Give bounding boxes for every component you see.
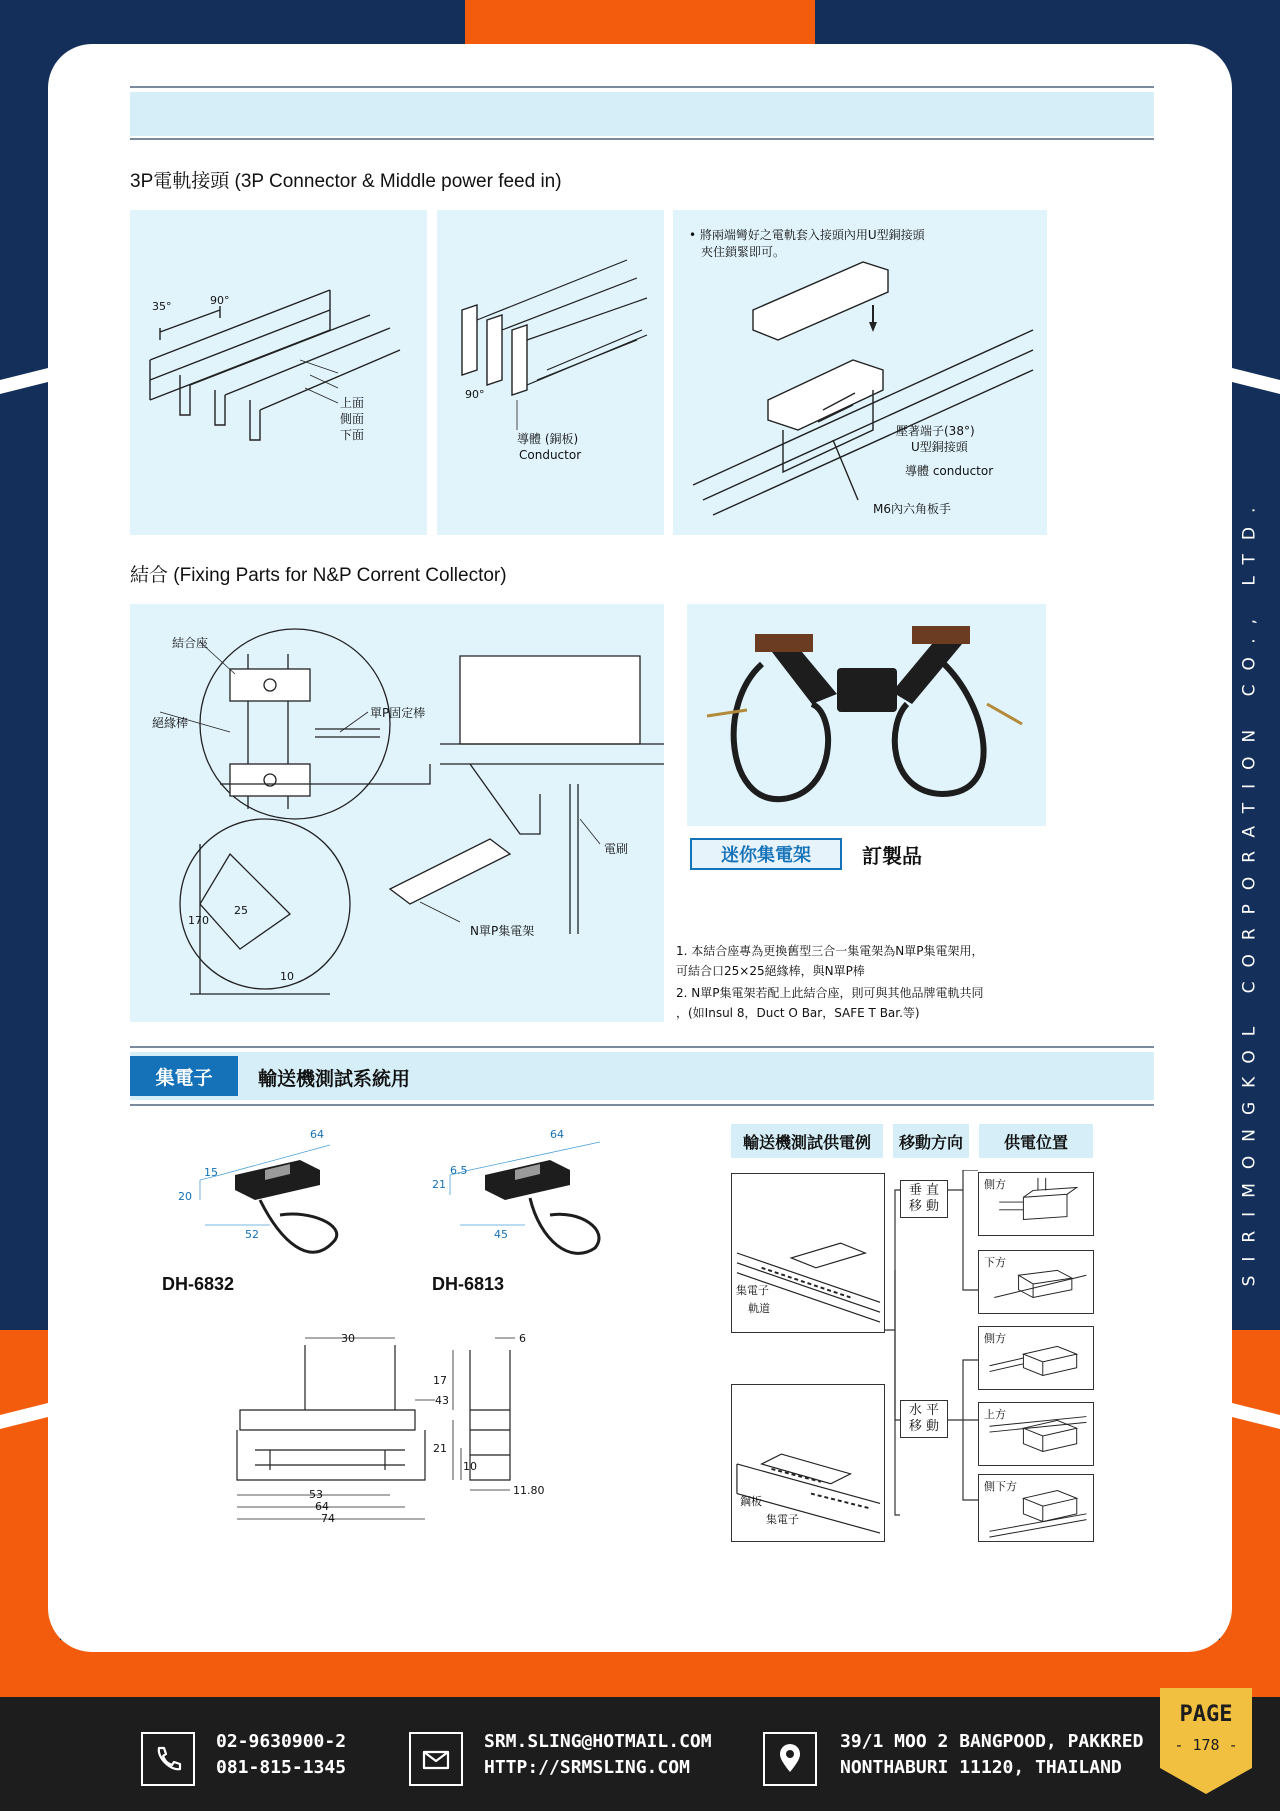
conductor-angle-label: 90° (465, 388, 485, 401)
conductor-callout-label: 導體 conductor (905, 464, 994, 478)
vertical-move-line1: 垂 直 (908, 1183, 940, 1198)
mail-icon (409, 1732, 463, 1786)
fixing-parts-figure (130, 604, 664, 1022)
phone-line-1: 02-9630900-2 (216, 1731, 347, 1752)
dim-53-label: 53 (309, 1488, 323, 1501)
position-below (978, 1250, 1094, 1314)
top-band (130, 92, 1154, 136)
dh6813-model-label: DH-6813 (432, 1274, 505, 1294)
horizontal-move-line1: 水 平 (908, 1403, 940, 1418)
page-badge (1160, 1688, 1252, 1794)
collector-section-title: 輸送機測試系統用 (258, 1068, 411, 1090)
horizontal-move-line2: 移 動 (908, 1419, 940, 1434)
insulator-label: 絕緣棒 (152, 716, 189, 730)
top-orange-accent (465, 0, 815, 48)
custom-made-label: 訂製品 (862, 844, 922, 868)
angle-90-label: 90° (210, 294, 230, 307)
dim-74-label: 74 (321, 1512, 335, 1525)
position-above (978, 1402, 1094, 1466)
collector-dimension-drawing (225, 1330, 565, 1530)
dh6813-dim-45: 45 (494, 1228, 508, 1241)
connector-assembly-figure (673, 210, 1047, 535)
collector-tag: 集電子 (130, 1056, 238, 1096)
dh6832-drawing (160, 1130, 340, 1280)
hex-wrench-label: M6內六角板手 (873, 502, 951, 516)
table-header-position: 供電位置 (979, 1124, 1093, 1158)
position-below-label: 下方 (984, 1256, 1006, 1269)
phone-line-2: 081-815-1345 (216, 1757, 347, 1778)
dh6832-model-label: DH-6832 (162, 1274, 235, 1294)
dh6813-figure (420, 1130, 610, 1280)
horizontal-example-figure (731, 1384, 885, 1542)
dim-17-label: 17 (433, 1374, 447, 1387)
example-collector-label: 集電子 (736, 1284, 769, 1297)
page-label: PAGE (1179, 1702, 1233, 1727)
dim-64-label: 64 (315, 1500, 329, 1513)
rail-profile-figure (130, 210, 427, 535)
top-rule-bottom (130, 138, 1154, 140)
collector-rule (130, 1046, 1154, 1048)
horizontal-move-box (900, 1400, 948, 1438)
conductor-en-label: Conductor (519, 448, 582, 462)
website-text[interactable]: HTTP://SRMSLING.COM (484, 1757, 690, 1778)
dh6813-dim-6-5: 6.5 (450, 1164, 468, 1177)
fixing-section-title: 結合 (Fixing Parts for N&P Corrent Collector) (130, 565, 507, 586)
vertical-move-line2: 移 動 (908, 1199, 940, 1214)
dim-21-label: 21 (433, 1442, 447, 1455)
fixing-note-1b: 可結合口25×25絕緣棒，與N單P棒 (676, 964, 865, 978)
phone-icon (141, 1732, 195, 1786)
table-header-example: 輸送機測試供電例 (731, 1124, 883, 1158)
angle-35-label: 35° (152, 300, 172, 313)
vertical-move-box (900, 1180, 948, 1218)
brush-label: 電刷 (604, 842, 629, 856)
top-rule (130, 86, 1154, 88)
seat-label: 結合座 (172, 636, 209, 650)
dh6813-drawing (420, 1130, 610, 1280)
page-number: - 178 - (1174, 1736, 1238, 1754)
fixing-note-1a: 1. 本結合座專為更換舊型三合一集電架為N單P集電架用， (676, 944, 984, 958)
bottom-face-label: 下面 (340, 428, 365, 442)
example-collector2-label: 集電子 (766, 1513, 799, 1526)
dim-170-label: 170 (188, 914, 209, 927)
side-face-label: 側面 (340, 412, 365, 426)
address-line-2: NONTHABURI 11120, THAILAND (840, 1757, 1122, 1778)
dim-30-label: 30 (341, 1332, 355, 1345)
dim-10-label-b: 10 (463, 1460, 477, 1473)
mini-collector-photo (687, 604, 1046, 826)
dim-43-label: 43 (435, 1394, 449, 1407)
position-side-below (978, 1474, 1094, 1542)
position-side-1 (978, 1172, 1094, 1236)
dim-6-label: 6 (519, 1332, 526, 1345)
rail-profile-drawing (130, 210, 427, 535)
mini-collector-drawing (687, 604, 1046, 826)
fixing-note-2a: 2. N單P集電架若配上此結合座，則可與其他品牌電軌共同 (676, 986, 984, 1000)
position-side-2 (978, 1326, 1094, 1390)
table-connector-lines (885, 1170, 980, 1542)
dh6832-dim-52: 52 (245, 1228, 259, 1241)
dh6813-dim-21: 21 (432, 1178, 446, 1191)
top-face-label: 上面 (340, 396, 365, 410)
dh6832-dim-64: 64 (310, 1128, 324, 1141)
table-header-direction: 移動方向 (893, 1124, 969, 1158)
u-joint-label: U型銅接頭 (911, 440, 968, 454)
vertical-example-figure (731, 1173, 885, 1333)
dh6832-dim-20: 20 (178, 1190, 192, 1203)
collector-dimension-lines (225, 1330, 565, 1530)
assembly-note-line1: • 將兩端彎好之電軌套入接頭內用U型銅接頭 (689, 228, 925, 242)
fixing-note-2b: ，(如Insul 8，Duct O Bar，SAFE T Bar.等) (676, 1006, 920, 1020)
address-line-1: 39/1 MOO 2 BANGPOOD, PAKKRED (840, 1731, 1144, 1752)
dim-11-80-label: 11.80 (513, 1484, 545, 1497)
dim-10-label: 10 (280, 970, 294, 983)
vertical-brand-text: SIRIMONGKOL CORPORATION CO., LTD. (1239, 493, 1260, 1287)
location-icon (763, 1732, 817, 1786)
position-side-1-label: 側方 (984, 1178, 1006, 1191)
horizontal-example-drawing (732, 1385, 884, 1541)
example-plate-label: 鋼板 (740, 1495, 762, 1508)
crimp-terminal-label: 壓著端子(38°) (896, 424, 975, 438)
connector-section-title: 3P電軌接頭 (3P Connector & Middle power feed in) (130, 171, 562, 192)
position-side-2-label: 側方 (984, 1332, 1006, 1345)
fixing-parts-drawing (130, 604, 664, 1022)
collector-rule-bottom (130, 1104, 1154, 1106)
conductor-cn-label: 導體 (銅板) (517, 432, 579, 446)
position-above-label: 上方 (984, 1408, 1006, 1421)
dh6832-dim-15: 15 (204, 1166, 218, 1179)
collector-label: N單P集電架 (470, 924, 535, 938)
example-rail-label: 軌道 (748, 1302, 770, 1315)
assembly-note-line2: 夾住鎖緊即可。 (701, 245, 786, 259)
position-side-below-label: 側下方 (984, 1480, 1017, 1493)
dim-25-label: 25 (234, 904, 248, 917)
mini-collector-badge: 迷你集電架 (690, 838, 842, 870)
conductor-figure (437, 210, 664, 535)
conductor-drawing (437, 210, 664, 535)
fix-rod-label: 單P固定棒 (370, 706, 426, 720)
dh6832-figure (160, 1130, 340, 1280)
email-text[interactable]: SRM.SLING@HOTMAIL.COM (484, 1731, 712, 1752)
dh6813-dim-64: 64 (550, 1128, 564, 1141)
